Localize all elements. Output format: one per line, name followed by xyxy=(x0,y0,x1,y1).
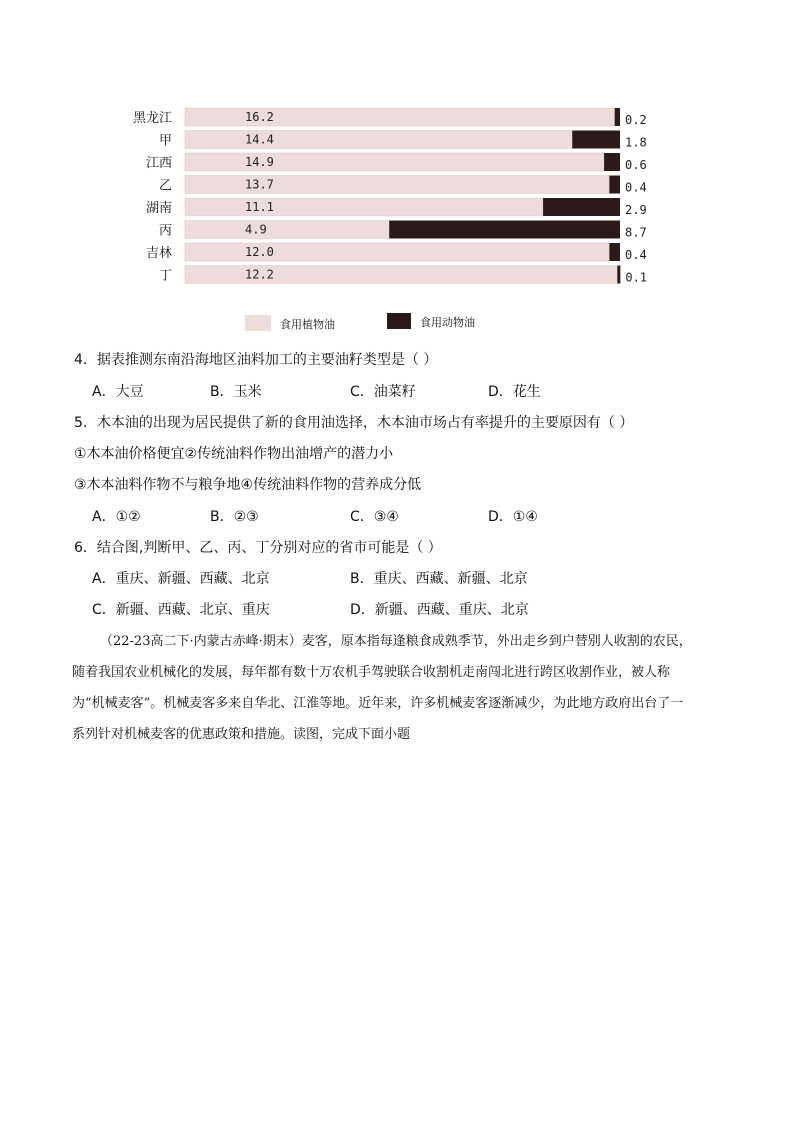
category-label: 湖南 xyxy=(145,201,172,216)
plant-oil-value-label: 13.7 xyxy=(245,177,274,192)
question-5-option-d[interactable]: D．①④ xyxy=(488,509,538,525)
passage-line: 为“机械麦客”。机械麦客多来自华北、江淮等地。近年来，许多机械麦客逐渐减少，为此地方政府出台了一 xyxy=(72,696,684,711)
animal-oil-bar xyxy=(615,108,620,126)
animal-oil-value-label: 0.6 xyxy=(625,158,647,172)
question-4-option-d[interactable]: D．花生 xyxy=(488,384,541,400)
category-label: 丙 xyxy=(158,223,172,239)
animal-oil-value-label: 2.9 xyxy=(625,203,647,217)
oil-consumption-chart xyxy=(110,100,710,340)
legend-label-plant-oil: 食用植物油 xyxy=(280,318,335,331)
question-4-option-b[interactable]: B．玉米 xyxy=(210,384,262,400)
animal-oil-bar xyxy=(604,153,620,171)
animal-oil-value-label: 8.7 xyxy=(625,225,647,240)
animal-oil-value-label: 1.8 xyxy=(625,135,647,150)
passage-line: 随着我国农业机械化的发展，每年都有数十万农机手驾驶联合收割机走南闯北进行跨区收割作业，被人称 xyxy=(72,665,671,680)
plant-oil-bar xyxy=(185,131,572,149)
animal-oil-value-label: 0.2 xyxy=(625,113,647,127)
legend-swatch-animal-oil xyxy=(387,313,411,329)
animal-oil-bar xyxy=(617,266,620,284)
question-4-stem: 4．据表推测东南沿海地区油料加工的主要油籽类型是（ ） xyxy=(74,352,438,368)
question-5-stem: 5．木本油的出现为居民提供了新的食用油选择，木本油市场占有率提升的主要原因有（ ） xyxy=(74,415,634,431)
animal-oil-bar xyxy=(609,243,620,261)
animal-oil-bar xyxy=(609,176,620,194)
category-label: 乙 xyxy=(158,178,172,194)
question-5-statement-2: ③木本油料作物不与粮争地④传统油料作物的营养成分低 xyxy=(74,477,422,493)
plant-oil-value-label: 14.4 xyxy=(245,132,274,147)
category-label: 吉林 xyxy=(145,246,172,261)
question-5-option-b[interactable]: B．②③ xyxy=(210,509,259,525)
legend-swatch-plant-oil xyxy=(245,315,271,331)
category-label: 黑龙江 xyxy=(132,111,172,126)
animal-oil-bar xyxy=(389,221,620,239)
reading-passage xyxy=(72,632,732,745)
question-5-option-a[interactable]: A．①② xyxy=(92,509,141,525)
question-6-option-a[interactable]: A．重庆、新疆、西藏、北京 xyxy=(92,571,270,587)
plant-oil-value-label: 11.1 xyxy=(245,200,274,214)
category-label: 江西 xyxy=(145,156,172,171)
plant-oil-value-label: 12.0 xyxy=(245,245,274,259)
passage-line: 系列针对机械麦客的优惠政策和措施。读图，完成下面小题 xyxy=(72,727,411,742)
category-label: 甲 xyxy=(158,133,172,149)
legend-label-animal-oil: 食用动物油 xyxy=(420,316,475,329)
question-6-option-c[interactable]: C．新疆、西藏、北京、重庆 xyxy=(92,602,270,618)
animal-oil-bar xyxy=(543,198,620,216)
question-6-option-d[interactable]: D．新疆、西藏、重庆、北京 xyxy=(350,602,529,618)
plant-oil-value-label: 4.9 xyxy=(245,222,267,237)
question-6-option-b[interactable]: B．重庆、西藏、新疆、北京 xyxy=(350,571,528,587)
question-6-stem: 6．结合图,判断甲、乙、丙、丁分别对应的省市可能是（ ） xyxy=(74,540,442,556)
plant-oil-value-label: 12.2 xyxy=(245,267,274,282)
plant-oil-bar xyxy=(185,221,389,239)
animal-oil-value-label: 0.4 xyxy=(625,248,647,262)
animal-oil-bar xyxy=(572,131,620,149)
plant-oil-value-label: 14.9 xyxy=(245,155,274,169)
passage-line: （22-23高二下·内蒙古赤峰·期末）麦客，原本指每逢粮食成熟季节，外出走乡到户替别人收割的农民， xyxy=(100,634,692,649)
category-label: 丁 xyxy=(158,268,172,284)
animal-oil-value-label: 0.1 xyxy=(625,270,648,285)
question-5-statement-1: ①木本油价格便宜②传统油料作物出油增产的潜力小 xyxy=(74,446,394,462)
question-5-option-c[interactable]: C．③④ xyxy=(350,509,399,525)
animal-oil-value-label: 0.4 xyxy=(625,180,647,195)
plant-oil-bar xyxy=(185,198,543,216)
plant-oil-value-label: 16.2 xyxy=(245,110,274,124)
question-4-option-a[interactable]: A．大豆 xyxy=(92,384,144,400)
question-4-option-c[interactable]: C．油菜籽 xyxy=(350,384,416,400)
